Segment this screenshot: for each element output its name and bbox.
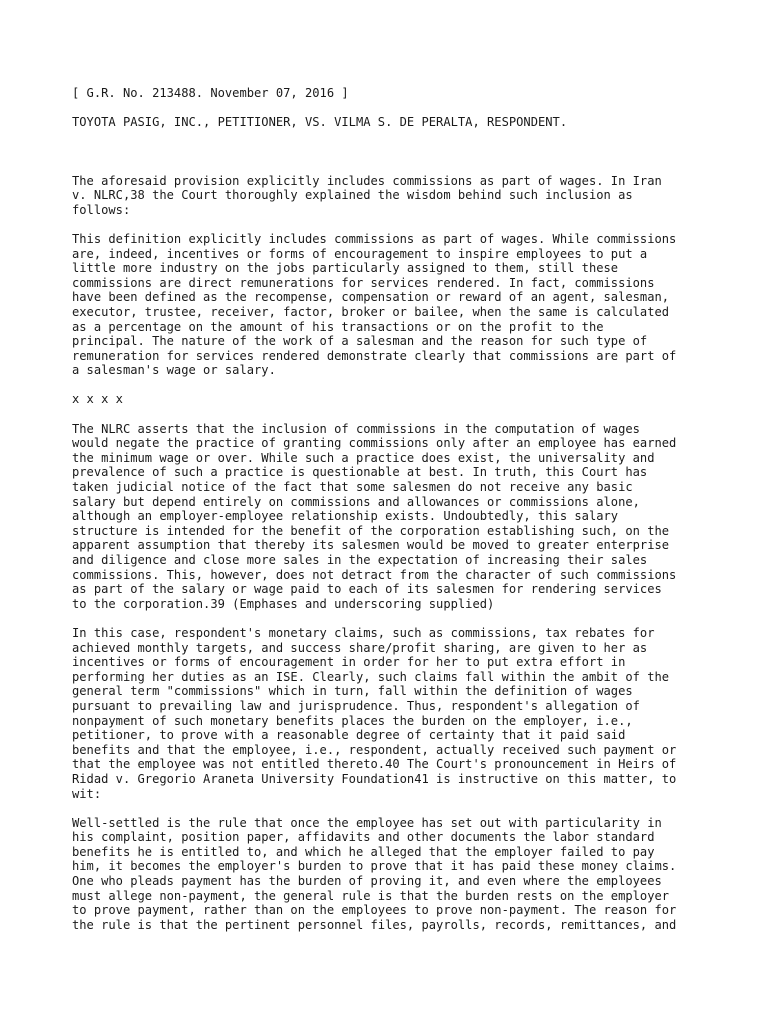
- text-line: The NLRC asserts that the inclusion of commissions in the computation of wages: [72, 421, 640, 436]
- text-line: incentives or forms of encouragement in order for her to put extra effort in: [72, 655, 626, 670]
- text-line: wit:: [72, 786, 102, 801]
- text-line: executor, trustee, receiver, factor, broker or bailee, when the same is calculated: [72, 304, 670, 319]
- text-line: apparent assumption that thereby its salesmen would be moved to greater enterprise: [72, 538, 670, 553]
- text-line: performing her duties as an ISE. Clearly, such claims fall within the ambit of the: [72, 669, 670, 684]
- text-line: benefits and that the employee, i.e., respondent, actually received such payment or: [72, 742, 677, 757]
- text-line: This definition explicitly includes commissions as part of wages. While commissions: [72, 231, 677, 246]
- text-line: achieved monthly targets, and success share/profit sharing, are given to her as: [72, 640, 648, 655]
- text-line: structure is intended for the benefit of the corporation establishing such, on the: [72, 523, 670, 538]
- text-line: Ridad v. Gregorio Araneta University Foundation41 is instructive on this matter, to: [72, 771, 677, 786]
- text-line: general term "commissions" which in turn, fall within the definition of wages: [72, 684, 633, 699]
- text-line: his complaint, position paper, affidavits and other documents the labor standard: [72, 830, 655, 845]
- document-body: [72, 86, 712, 947]
- document-paragraphs: [72, 174, 712, 933]
- text-line: the rule is that the pertinent personnel files, payrolls, records, remittances, and: [72, 917, 677, 932]
- case-parties-heading: TOYOTA PASIG, INC., PETITIONER, VS. VILMA S. DE PERALTA, RESPONDENT.: [72, 115, 568, 130]
- text-line: to the corporation.39 (Emphases and underscoring supplied): [72, 596, 495, 611]
- document-paragraph: [72, 816, 712, 933]
- document-paragraph: [72, 626, 712, 801]
- text-line: follows:: [72, 202, 131, 217]
- text-line: little more industry on the jobs particularly assigned to them, still these: [72, 261, 619, 276]
- document-paragraph: [72, 232, 712, 378]
- case-number-heading: [ G.R. No. 213488. November 07, 2016 ]: [72, 86, 349, 100]
- text-line: commissions are direct remunerations for services rendered. In fact, commissions: [72, 275, 655, 290]
- text-line: are, indeed, incentives or forms of encouragement to inspire employees to put a: [72, 246, 648, 261]
- text-line: v. NLRC,38 the Court thoroughly explained the wisdom behind such inclusion as: [72, 188, 633, 203]
- text-line: One who pleads payment has the burden of proving it, and even where the employees: [72, 874, 662, 889]
- text-line: must allege non-payment, the general rule is that the burden rests on the employer: [72, 888, 670, 903]
- text-line: x x x x: [72, 392, 123, 407]
- text-line: nonpayment of such monetary benefits places the burden on the employer, i.e.,: [72, 713, 633, 728]
- text-line: pursuant to prevailing law and jurisprudence. Thus, respondent's allegation of: [72, 698, 640, 713]
- document-paragraph: [72, 422, 712, 612]
- text-line: The aforesaid provision explicitly includes commissions as part of wages. In Iran: [72, 173, 662, 188]
- text-line: In this case, respondent's monetary claims, such as commissions, tax rebates for: [72, 625, 655, 640]
- text-line: taken judicial notice of the fact that some salesmen do not receive any basic: [72, 480, 633, 495]
- text-line: Well-settled is the rule that once the employee has set out with particularity in: [72, 815, 662, 830]
- text-line: benefits he is entitled to, and which he alleged that the employer failed to pay: [72, 844, 655, 859]
- text-line: commissions. This, however, does not detract from the character of such commissions: [72, 567, 677, 582]
- text-line: would negate the practice of granting commissions only after an employee has earned: [72, 436, 677, 451]
- text-line: him, it becomes the employer's burden to prove that it has paid these money claims.: [72, 859, 677, 874]
- text-line: and diligence and close more sales in the expectation of increasing their sales: [72, 553, 648, 568]
- text-line: salary but depend entirely on commissions and allowances or commissions alone,: [72, 494, 640, 509]
- text-line: have been defined as the recompense, compensation or reward of an agent, salesman,: [72, 290, 670, 305]
- text-line: although an employer-employee relationship exists. Undoubtedly, this salary: [72, 509, 619, 524]
- text-line: principal. The nature of the work of a salesman and the reason for such type of: [72, 334, 648, 349]
- document-paragraph: [72, 174, 712, 218]
- text-line: prevalence of such a practice is questionable at best. In truth, this Court has: [72, 465, 648, 480]
- text-line: as a percentage on the amount of his transactions or on the profit to the: [72, 319, 604, 334]
- text-line: a salesman's wage or salary.: [72, 363, 276, 378]
- text-line: that the employee was not entitled thereto.40 The Court's pronouncement in Heirs of: [72, 757, 677, 772]
- text-line: the minimum wage or over. While such a practice does exist, the universality and: [72, 450, 655, 465]
- text-line: as part of the salary or wage paid to each of its salesmen for rendering services: [72, 582, 662, 597]
- document-paragraph: [72, 392, 712, 407]
- text-line: remuneration for services rendered demonstrate clearly that commissions are part of: [72, 348, 677, 363]
- text-line: to prove payment, rather than on the employees to prove non-payment. The reason for: [72, 903, 677, 918]
- text-line: petitioner, to prove with a reasonable degree of certainty that it paid said: [72, 728, 626, 743]
